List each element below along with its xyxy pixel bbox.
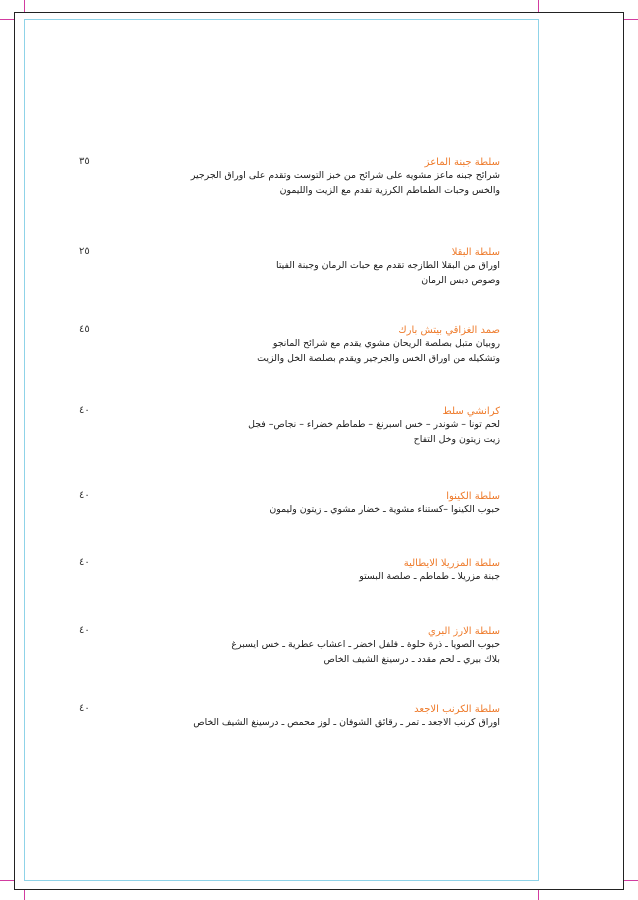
item-name: سلطة الارز البري	[428, 626, 500, 637]
item-name: سلطة جبنة الماعز	[424, 157, 500, 168]
description-line: والخس وحبات الطماطم الكرزية تقدم مع الزيت والليمون	[279, 184, 500, 196]
item-description	[269, 503, 500, 518]
description-line: بلاك بيري ـ لحم مقدد ـ درسينغ الشيف الخاص	[323, 653, 500, 665]
description-line: لحم تونا – شوندر – خس اسبرنغ – طماطم خضراء – نجاص– فجل	[248, 419, 500, 430]
item-description	[193, 716, 500, 731]
description-line: زيت زيتون وخل التفاح	[413, 433, 500, 445]
description-line: اوراق من البقلا الطازجه تقدم مع حبات الرمان وجبنة الفيتا	[275, 260, 500, 271]
description-line: اوراق كرنب الاجعد ـ تمر ـ رقائق الشوفان ـ لوز محمص ـ درسينغ الشيف الخاص	[193, 717, 500, 728]
item-description	[191, 169, 500, 198]
item-name: سلطة الكرنب الاجعد	[414, 704, 500, 715]
item-price: ٤٥	[79, 324, 90, 335]
item-price: ٤٠	[79, 557, 90, 568]
crop-mark	[24, 890, 25, 900]
item-name: سلطة المزريلا الايطالية	[403, 558, 500, 569]
crop-mark	[0, 19, 14, 20]
item-price: ٢٥	[79, 246, 90, 257]
description-line: وتشكيله من اوراق الخس والجرجير ويقدم بصلصة الخل والزيت	[257, 352, 500, 364]
item-description	[276, 259, 500, 288]
item-description	[248, 418, 500, 447]
crop-mark	[538, 0, 539, 12]
item-description	[257, 337, 500, 366]
item-price: ٣٥	[79, 156, 90, 167]
item-price: ٤٠	[79, 490, 90, 501]
item-description	[359, 570, 500, 585]
description-line: جبنة مزريلا ـ طماطم ـ صلصة البستو	[359, 571, 500, 582]
item-name: كرانشي سلط	[442, 406, 500, 417]
item-name: سلطة الكينوا	[446, 491, 500, 502]
description-line: شرائح جبنه ماعز مشويه على شرائح من خبز التوست وتقدم على اوراق الجرجير	[190, 170, 500, 181]
description-line: حبوب الصويا ـ ذرة حلوة ـ فلفل اخضر ـ اعشاب عطرية ـ خس ايسبرغ	[231, 639, 500, 650]
item-price: ٤٠	[79, 625, 90, 636]
crop-mark	[24, 0, 25, 12]
item-name: سلطة البقلا	[451, 247, 500, 258]
description-line: روبيان متبل بصلصة الريحان مشوي يقدم مع شرائح المانجو	[272, 338, 500, 349]
crop-mark	[624, 880, 638, 881]
crop-mark	[538, 890, 539, 900]
description-line: حبوب الكينوا –كستناء مشوية ـ خضار مشوي ـ زيتون وليمون	[269, 504, 500, 515]
item-price: ٤٠	[79, 405, 90, 416]
item-price: ٤٠	[79, 703, 90, 714]
bleed-guide	[24, 19, 539, 881]
crop-mark	[624, 19, 638, 20]
item-description	[231, 638, 500, 667]
description-line: وصوص دبس الرمان	[421, 274, 500, 286]
crop-mark	[0, 880, 14, 881]
item-name: صمد الغزاقي بيتش بارك	[398, 325, 500, 336]
